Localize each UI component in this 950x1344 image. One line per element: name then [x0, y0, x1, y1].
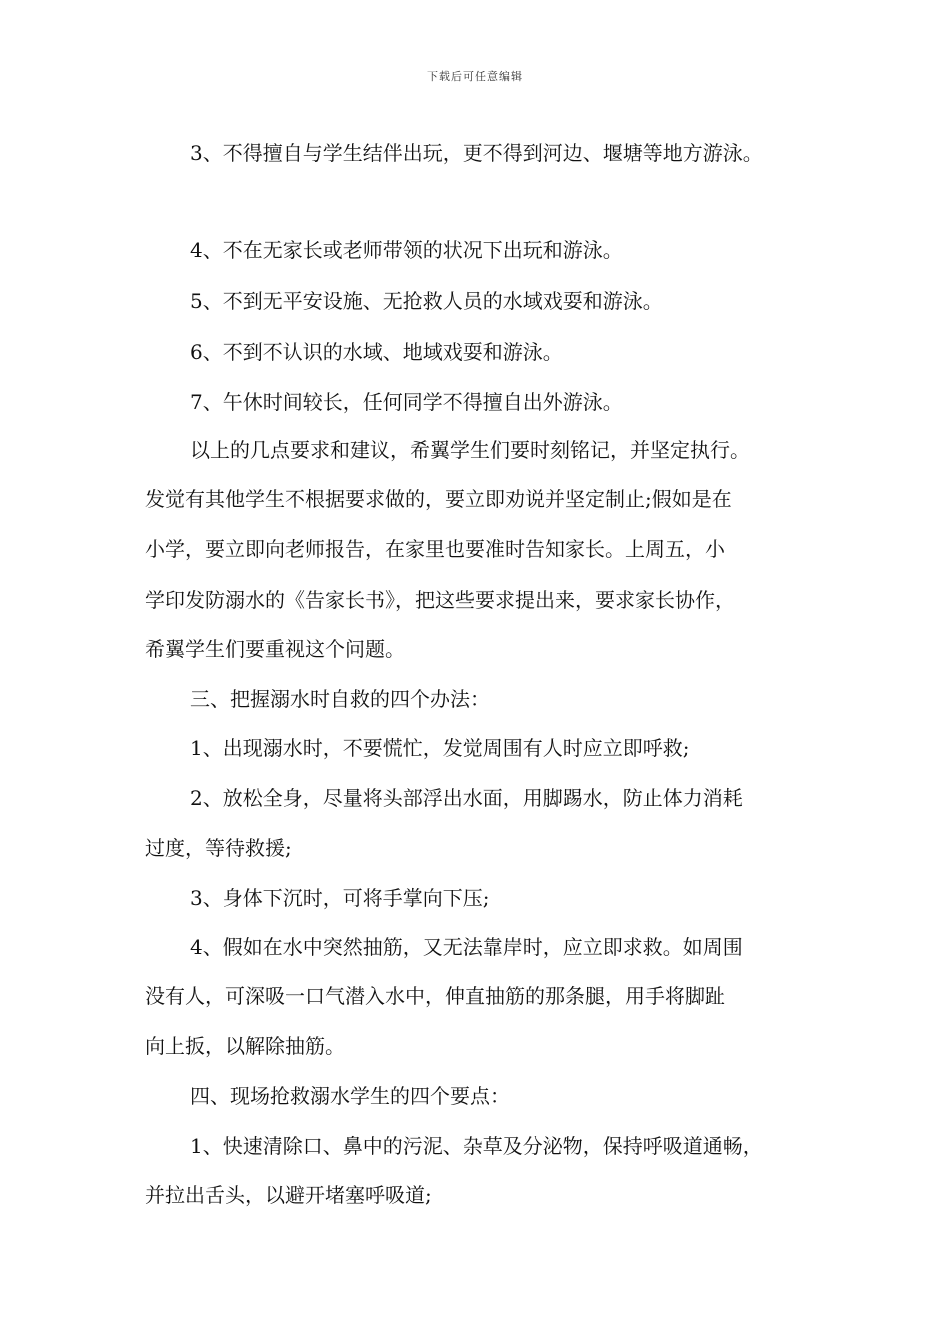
paragraph-line: 3、身体下沉时，可将手掌向下压; [190, 886, 490, 910]
paragraph-line: 4、假如在水中突然抽筋，又无法靠岸时，应立即求救。如周围 [190, 935, 743, 959]
paragraph-line: 4、不在无家长或老师带领的状况下出玩和游泳。 [190, 238, 623, 262]
paragraph-line: 希翼学生们要重视这个问题。 [145, 637, 405, 661]
section-heading: 四、现场抢救溺水学生的四个要点： [190, 1084, 510, 1108]
paragraph-line: 2、放松全身，尽量将头部浮出水面，用脚踢水，防止体力消耗 [190, 786, 743, 810]
paragraph-line: 发觉有其他学生不根据要求做的，要立即劝说并坚定制止;假如是在 [145, 487, 732, 511]
paragraph-line: 7、午休时间较长，任何同学不得擅自出外游泳。 [190, 390, 623, 414]
section-heading: 三、把握溺水时自救的四个办法： [190, 687, 490, 711]
paragraph-line: 学印发防溺水的《告家长书》，把这些要求提出来，要求家长协作， [145, 588, 735, 612]
paragraph-line: 6、不到不认识的水域、地域戏耍和游泳。 [190, 340, 563, 364]
paragraph-line: 1、出现溺水时，不要慌忙，发觉周围有人时应立即呼救; [190, 736, 690, 760]
paragraph-line: 小学，要立即向老师报告，在家里也要准时告知家长。上周五，小 [145, 537, 725, 561]
paragraph-line: 以上的几点要求和建议，希翼学生们要时刻铭记，并坚定执行。 [190, 438, 750, 462]
paragraph-line: 3、不得擅自与学生结伴出玩，更不得到河边、堰塘等地方游泳。 [190, 141, 763, 165]
paragraph-line: 向上扳，以解除抽筋。 [145, 1034, 345, 1058]
paragraph-line: 5、不到无平安设施、无抢救人员的水域戏耍和游泳。 [190, 289, 663, 313]
paragraph-line: 过度，等待救援; [145, 836, 292, 860]
paragraph-line: 没有人，可深吸一口气潜入水中，伸直抽筋的那条腿，用手将脚趾 [145, 984, 725, 1008]
paragraph-line: 并拉出舌头，以避开堵塞呼吸道; [145, 1183, 432, 1207]
paragraph-line: 1、快速清除口、鼻中的污泥、杂草及分泌物，保持呼吸道通畅， [190, 1134, 763, 1158]
page-header: 下载后可任意编辑 [427, 70, 523, 83]
